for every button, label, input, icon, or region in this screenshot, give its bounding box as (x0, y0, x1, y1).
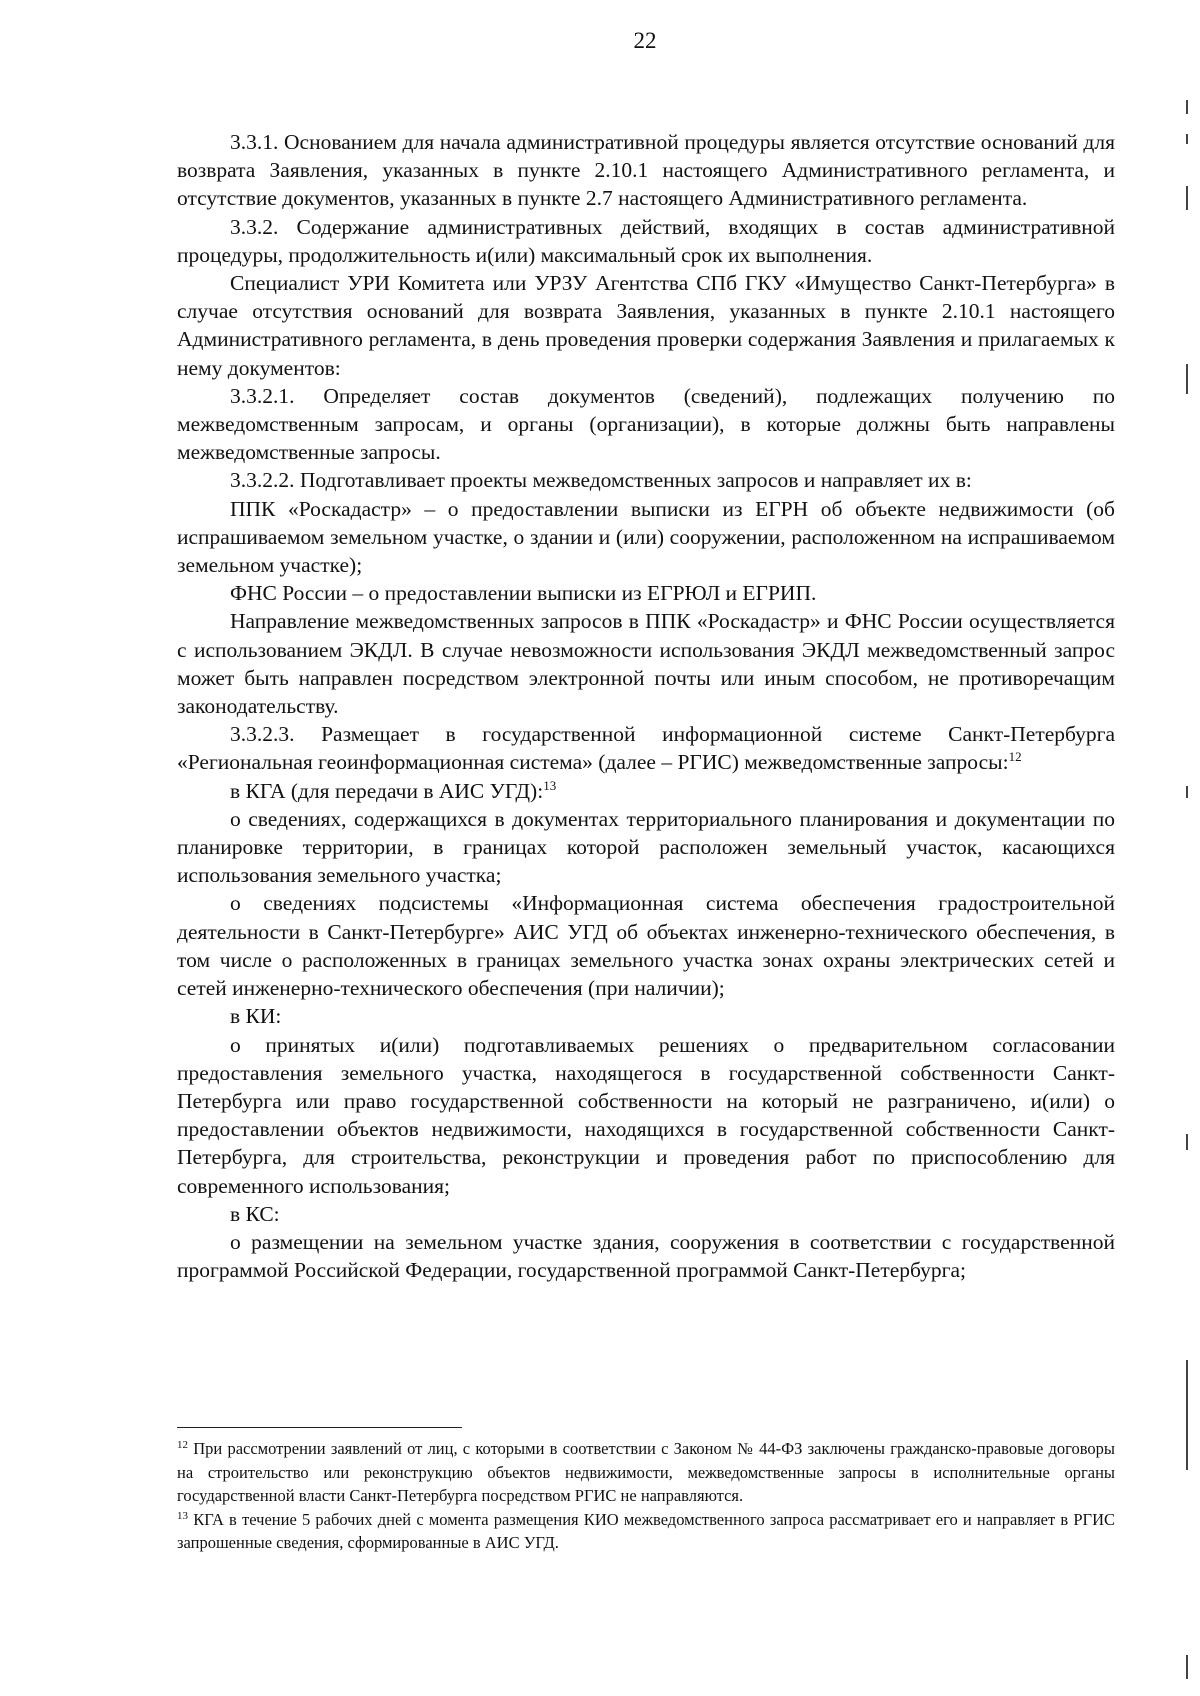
footnote-separator (177, 1427, 462, 1428)
paragraph: 3.3.2.3. Размещает в государственной информационной системе Санкт-Петербурга «Региональная геоинформационная система» (далее – РГИС) межведомственные запросы:$^{12}$ (177, 722, 1115, 775)
scan-mark (1186, 100, 1188, 114)
paragraph: 3.3.2.2. Подготавливает проекты межведомственных запросов и направляет их в: (230, 468, 972, 493)
paragraph: в КС: (230, 1201, 280, 1226)
scan-mark (1186, 1655, 1188, 1679)
paragraph: Направление межведомственных запросов в ППК «Роскадастр» и ФНС России осуществляется с использованием ЭКДЛ. В случае невозможности использования ЭКДЛ межведомственный запрос может быть направлен посредством электронной почты или иным способом, не противоречащим законодательству. (177, 609, 1115, 719)
paragraph: ФНС России – о предоставлении выписки из ЕГРЮЛ и ЕГРИП. (230, 581, 817, 606)
footnote-ref: 12 (1008, 749, 1022, 765)
footnote-ref: 13 (543, 777, 557, 793)
paragraph: о размещении на земельном участке здания, сооружения в соответствии с государственной программой Российской Федерации, государственной программой Санкт-Петербурга; (177, 1229, 1115, 1283)
paragraph: ППК «Роскадастр» – о предоставлении выписки из ЕГРН об объекте недвижимости (об испрашиваемом земельном участке, о здании и (или) сооружении, расположенном на испрашиваемом земельном участке); (177, 496, 1115, 578)
paragraph: 3.3.2.1. Определяет состав документов (сведений), подлежащих получению по межведомственным запросам, и органы (организации), в которые должны быть направлены межведомственные запросы. (177, 383, 1115, 465)
scan-mark (1186, 1360, 1188, 1470)
scan-mark (1186, 134, 1188, 144)
paragraph: 3.3.2. Содержание административных действий, входящих в состав административной процедуры, продолжительность и(или) максимальный срок их выполнения. (177, 214, 1115, 267)
paragraph: в КГА (для передачи в АИС УГД):$^{13}$ (230, 777, 557, 803)
footnote-number: 13 (177, 1509, 188, 1522)
footnotes (177, 1437, 1115, 1555)
document-body (177, 128, 1115, 1284)
footnote-number: 12 (177, 1439, 188, 1451)
scan-mark (1186, 364, 1188, 394)
paragraph: в КИ: (230, 1004, 282, 1029)
paragraph: о сведениях, содержащихся в документах территориального планирования и документации по планировке территории, в границах которой расположен земельный участок, касающихся использования земельного участка; (177, 806, 1115, 888)
paragraph: о сведениях подсистемы «Информационная система обеспечения градостроительной деятельности в Санкт-Петербурге» АИС УГД об объектах инженерно-технического обеспечения, в том числе о расположенных в границах земельного участка зонах охраны электрических сетей и сетей инженерно-технического обеспечения (при наличии); (177, 891, 1115, 1001)
paragraph: о принятых и(или) подготавливаемых решениях о предварительном согласовании предоставления земельного участка, находящегося в государственной собственности Санкт-Петербурга или право государственной собственности на который не разграничено, и(или) о предоставлении объектов недвижимости, находящихся в государственной собственности Санкт-Петербурга, для строительства, реконструкции и проведения работ по приспособлению для современного использования; (177, 1032, 1115, 1198)
footnote: $^{12}$ При рассмотрении заявлений от лиц, с которыми в соответствии с Законом № 44-ФЗ заключены гражданско-правовые договоры на строительство или реконструкцию объектов недвижимости, межведомственные запросы в исполнительные органы государственной власти Санкт-Петербурга посредством РГИС не направляются. (177, 1439, 1116, 1505)
page-number: 22 (633, 28, 657, 53)
scan-mark (1186, 1134, 1188, 1150)
scan-mark (1186, 186, 1188, 210)
scan-mark (1186, 786, 1188, 798)
footnote: $^{13}$ КГА в течение 5 рабочих дней с момента размещения КИО межведомственного запроса рассматривает его и направляет в РГИС запрошенные сведения, сформированные в АИС УГД. (177, 1509, 1116, 1552)
paragraph: Специалист УРИ Комитета или УРЗУ Агентства СПб ГКУ «Имущество Санкт-Петербурга» в случае отсутствия оснований для возврата Заявления, указанных в пункте 2.10.1 настоящего Административного регламента, в день проведения проверки содержания Заявления и прилагаемых к нему документов: (177, 271, 1115, 380)
paragraph: 3.3.1. Основанием для начала административной процедуры является отсутствие оснований для возврата Заявления, указанных в пункте 2.10.1 настоящего Административного регламента, и отсутствие документов, указанных в пункте 2.7 настоящего Административного регламента. (177, 130, 1115, 211)
